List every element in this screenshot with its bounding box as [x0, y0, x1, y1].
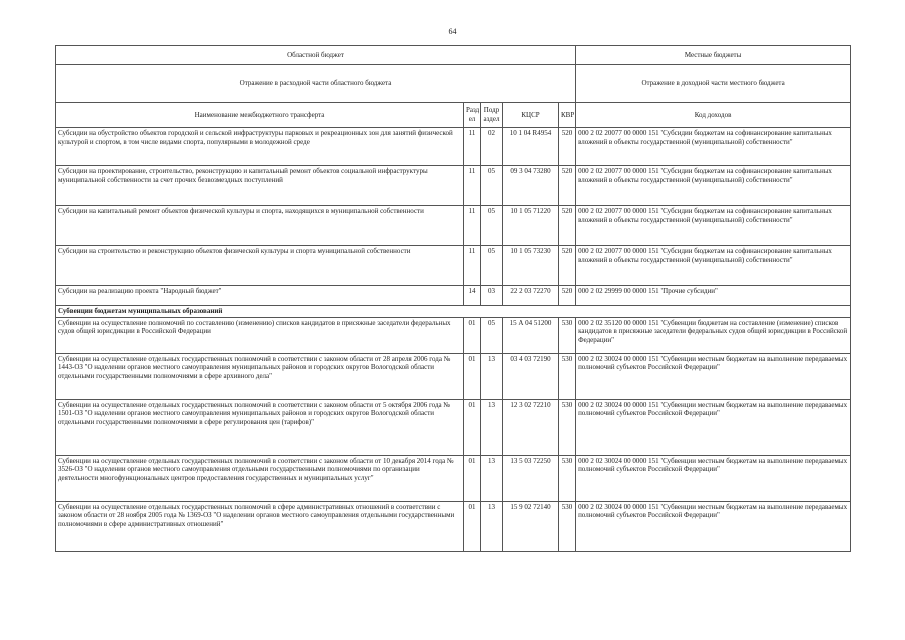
table-row [56, 128, 851, 166]
cell-razd: 01 [464, 353, 481, 399]
cell-kvr: 530 [559, 455, 576, 501]
budget-transfer-table [55, 45, 851, 552]
cell-podr: 05 [481, 166, 503, 206]
cell-podr: 03 [481, 286, 503, 306]
transfer-name: Субсидии на капитальный ремонт объектов физической культуры и спорта, находящихся в муниципальной собственности [56, 206, 464, 246]
transfer-name: Субсидии на обустройство объектов городской и сельской инфраструктуры парковых и рекреационных зон для занятий физической культурой и спортом, в том числе видами спорта, популярными в молодежной среде [56, 128, 464, 166]
cell-razd: 14 [464, 286, 481, 306]
section-title: Субвенции бюджетам муниципальных образований [56, 306, 851, 318]
col-header-section: Разд ел [464, 103, 481, 128]
cell-kcsr: 10 1 05 71220 [503, 206, 559, 246]
table-row [56, 286, 851, 306]
cell-razd: 01 [464, 455, 481, 501]
cell-kcsr: 03 4 03 72190 [503, 353, 559, 399]
table-row [56, 399, 851, 455]
col-header-name: Наименование межбюджетного трансферта [56, 103, 464, 128]
cell-razd: 11 [464, 246, 481, 286]
cell-kcsr: 15 9 02 72140 [503, 501, 559, 551]
table-row [56, 246, 851, 286]
cell-kcsr: 09 3 04 73280 [503, 166, 559, 206]
cell-kcsr: 15 А 04 51200 [503, 317, 559, 353]
header-local-budgets: Местные бюджеты [576, 46, 851, 65]
cell-razd: 01 [464, 501, 481, 551]
cell-kcsr: 10 1 05 73230 [503, 246, 559, 286]
cell-kvr: 520 [559, 246, 576, 286]
cell-razd: 11 [464, 206, 481, 246]
cell-kvr: 520 [559, 206, 576, 246]
transfer-name: Субвенции на осуществление полномочий по составлению (изменению) списков кандидатов в присяжные заседатели федеральных судов общей юрисдикции в Российской Федерации [56, 317, 464, 353]
cell-podr: 13 [481, 455, 503, 501]
cell-podr: 13 [481, 353, 503, 399]
col-header-kvr: КВР [559, 103, 576, 128]
cell-kvr: 530 [559, 399, 576, 455]
cell-kcsr: 22 2 03 72270 [503, 286, 559, 306]
cell-podr: 05 [481, 317, 503, 353]
transfer-name: Субвенции на осуществление отдельных государственных полномочий в сфере административных отношений в соответствии с законом области от 28 ноября 2005 года № 1369-ОЗ "О наделении органов местного самоуправления отдельными государственными полномочиями в сфере административных отношений" [56, 501, 464, 551]
table-row [56, 206, 851, 246]
table-row [56, 455, 851, 501]
transfer-name: Субвенции на осуществление отдельных государственных полномочий в соответствии с законом области от 10 декабря 2014 года № 3526-ОЗ "О наделении органов местного самоуправления отдельными государственными полномочиями по организации деятельности многофункциональных центров предоставления государственных и муниципальных услуг" [56, 455, 464, 501]
header-income-reflection: Отражение в доходной части местного бюджета [576, 65, 851, 103]
cell-podr: 02 [481, 128, 503, 166]
cell-code: 000 2 02 30024 00 0000 151 "Субвенции местным бюджетам на выполнение передаваемых полномочий субъектов Российской Федерации" [576, 501, 851, 551]
header-expense-reflection: Отражение в расходной части областного бюджета [56, 65, 576, 103]
transfer-name: Субвенции на осуществление отдельных государственных полномочий в соответствии с законом области от 28 апреля 2006 года № 1443-ОЗ "О наделении органов местного самоуправления муниципальных районов и городских округов Вологодской области отдельными государственными полномочиями в сфере архивного дела" [56, 353, 464, 399]
cell-kcsr: 10 1 04 R4954 [503, 128, 559, 166]
cell-kvr: 530 [559, 353, 576, 399]
cell-razd: 01 [464, 317, 481, 353]
cell-podr: 05 [481, 246, 503, 286]
transfer-name: Субсидии на проектирование, строительство, реконструкцию и капитальный ремонт объектов социальной инфраструктуры муниципальной собственности за счет прочих безвозмездных поступлений [56, 166, 464, 206]
header-regional-budget: Областной бюджет [56, 46, 576, 65]
col-header-income-code: Код доходов [576, 103, 851, 128]
cell-code: 000 2 02 20077 00 0000 151 "Субсидии бюджетам на софинансирование капитальных вложений в объекты государственной (муниципальной) собственности" [576, 128, 851, 166]
cell-kcsr: 12 3 02 72210 [503, 399, 559, 455]
col-header-subsection: Подр аздел [481, 103, 503, 128]
transfer-name: Субсидии на строительство и реконструкцию объектов физической культуры и спорта муниципальной собственности [56, 246, 464, 286]
cell-code: 000 2 02 29999 00 0000 151 "Прочие субсидии" [576, 286, 851, 306]
cell-kvr: 530 [559, 317, 576, 353]
cell-razd: 11 [464, 166, 481, 206]
transfer-name: Субсидии на реализацию проекта "Народный бюджет" [56, 286, 464, 306]
cell-podr: 13 [481, 399, 503, 455]
cell-code: 000 2 02 20077 00 0000 151 "Субсидии бюджетам на софинансирование капитальных вложений в объекты государственной (муниципальной) собственности" [576, 246, 851, 286]
cell-kvr: 520 [559, 128, 576, 166]
cell-kvr: 530 [559, 501, 576, 551]
table-row [56, 317, 851, 353]
cell-code: 000 2 02 20077 00 0000 151 "Субсидии бюджетам на софинансирование капитальных вложений в объекты государственной (муниципальной) собственности" [576, 166, 851, 206]
page-number: 64 [448, 27, 457, 36]
cell-razd: 11 [464, 128, 481, 166]
cell-podr: 13 [481, 501, 503, 551]
col-header-kcsr: КЦСР [503, 103, 559, 128]
cell-kcsr: 13 5 03 72250 [503, 455, 559, 501]
cell-kvr: 520 [559, 286, 576, 306]
table-row [56, 353, 851, 399]
table-row [56, 501, 851, 551]
cell-code: 000 2 02 20077 00 0000 151 "Субсидии бюджетам на софинансирование капитальных вложений в объекты государственной (муниципальной) собственности" [576, 206, 851, 246]
cell-code: 000 2 02 35120 00 0000 151 "Субвенции бюджетам на составление (изменение) списков кандидатов в присяжные заседатели федеральных судов общей юрисдикции в Российской Федерации" [576, 317, 851, 353]
cell-code: 000 2 02 30024 00 0000 151 "Субвенции местным бюджетам на выполнение передаваемых полномочий субъектов Российской Федерации" [576, 455, 851, 501]
cell-razd: 01 [464, 399, 481, 455]
cell-kvr: 520 [559, 166, 576, 206]
cell-code: 000 2 02 30024 00 0000 151 "Субвенции местным бюджетам на выполнение передаваемых полномочий субъектов Российской Федерации" [576, 399, 851, 455]
cell-podr: 05 [481, 206, 503, 246]
table-row [56, 166, 851, 206]
transfer-name: Субвенции на осуществление отдельных государственных полномочий в соответствии с законом области от 5 октября 2006 года № 1501-ОЗ "О наделении органов местного самоуправления муниципальных районов и городских округов Вологодской области отдельными государственными полномочиями в сфере регулирования цен (тарифов)" [56, 399, 464, 455]
cell-code: 000 2 02 30024 00 0000 151 "Субвенции местным бюджетам на выполнение передаваемых полномочий субъектов Российской Федерации" [576, 353, 851, 399]
